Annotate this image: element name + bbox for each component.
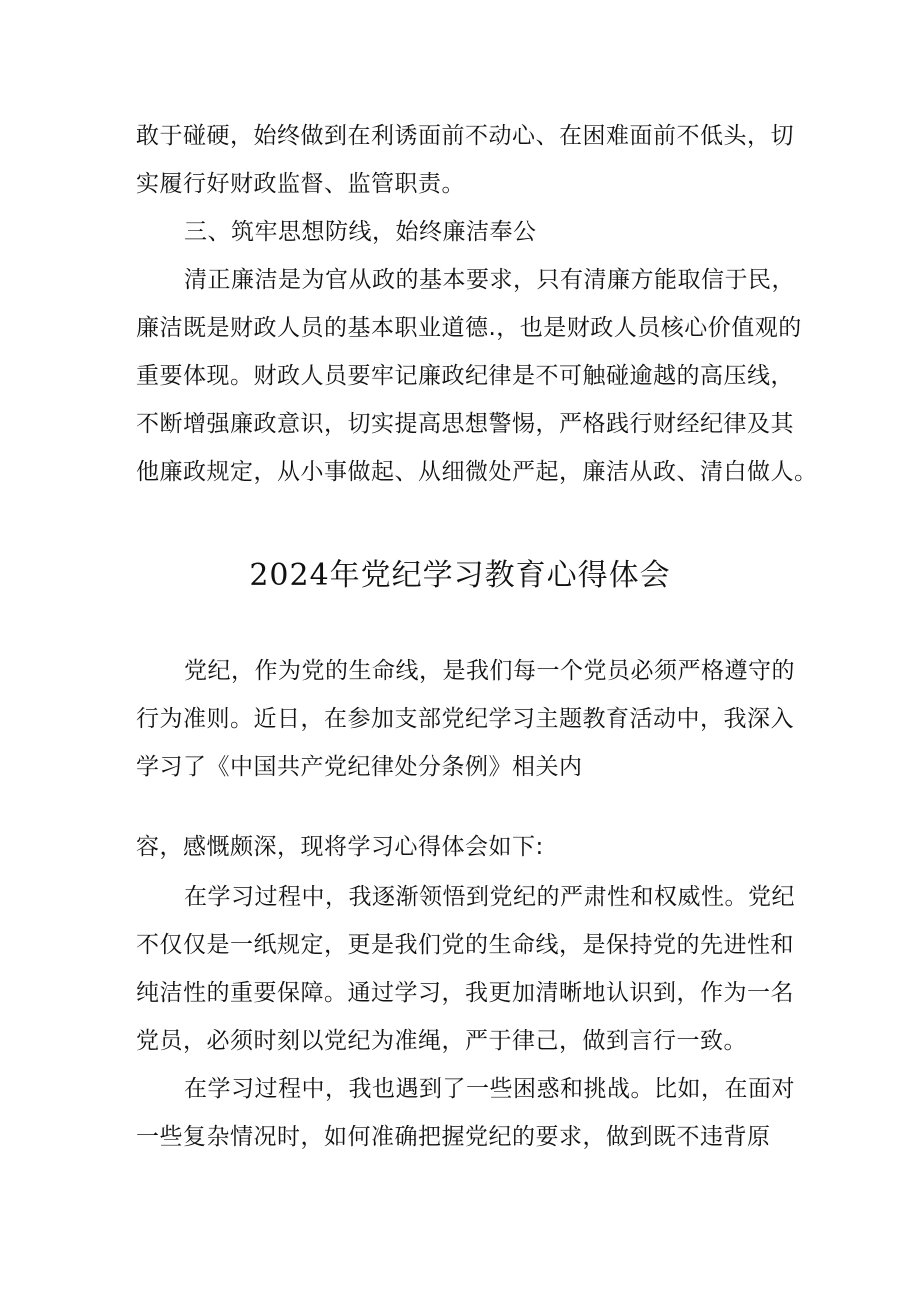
paragraph-line: 实履行好财政监督、监管职责。	[136, 171, 465, 197]
paragraph-line: 容，感慨颇深，现将学习心得体会如下:	[136, 834, 544, 860]
paragraph-line: 在学习过程中，我逐渐领悟到党纪的严肃性和权威性。党纪	[184, 884, 795, 910]
paragraph-line: 在学习过程中，我也遇到了一些困惑和挑战。比如，在面对	[184, 1076, 795, 1102]
paragraph-line: 行为准则。近日，在参加支部党纪学习主题教育活动中，我深入	[136, 706, 794, 732]
paragraph-line: 他廉政规定，从小事做起、从细微处严起，廉洁从政、清白做人。	[136, 459, 818, 485]
paragraph-line: 一些复杂情况时，如何准确把握党纪的要求，做到既不违背原	[136, 1124, 771, 1150]
paragraph-line: 党员，必须时刻以党纪为准绳，严于律己，做到言行一致。	[136, 1028, 747, 1054]
paragraph-line: 学习了《中国共产党纪律处分条例》相关内	[136, 754, 583, 780]
paragraph-line: 不仅仅是一纸规定，更是我们党的生命线，是保持党的先进性和	[136, 932, 794, 958]
paragraph-line: 廉洁既是财政人员的基本职业道德.，也是财政人员核心价值观的	[136, 315, 802, 341]
paragraph-line: 党纪，作为党的生命线，是我们每一个党员必须严格遵守的	[184, 658, 795, 684]
paragraph-line: 纯洁性的重要保障。通过学习，我更加清晰地认识到，作为一名	[136, 980, 794, 1006]
paragraph-line: 不断增强廉政意识，切实提高思想警惕，严格践行财经纪律及其	[136, 411, 794, 437]
article-title: 2024年党纪学习教育心得体会	[249, 558, 671, 593]
paragraph-line: 重要体现。财政人员要牢记廉政纪律是不可触碰逾越的高压线，	[136, 363, 794, 389]
section-heading: 三、筑牢思想防线，始终廉洁奉公	[184, 219, 537, 245]
paragraph-line: 清正廉洁是为官从政的基本要求，只有清廉方能取信于民，	[184, 267, 795, 293]
paragraph-line: 敢于碰硬，始终做到在利诱面前不动心、在困难面前不低头，切	[136, 123, 794, 149]
